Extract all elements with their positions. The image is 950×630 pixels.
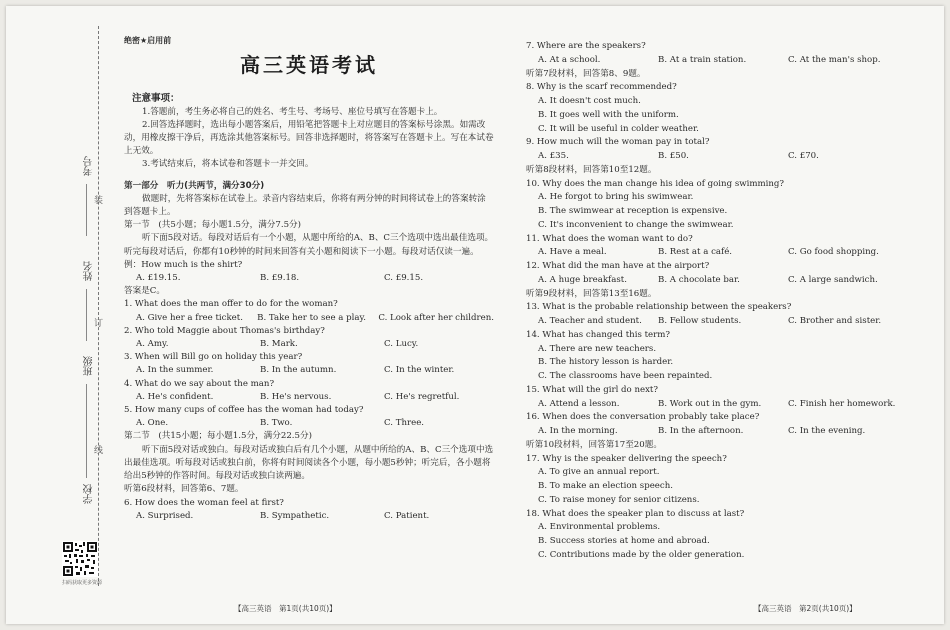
option-b: B. Take her to see a play. (257, 312, 366, 323)
question-6 (124, 497, 494, 523)
exam-sheet (6, 6, 944, 624)
question-9 (526, 136, 926, 164)
page-footer-right: 【高三英语 第2页(共10页)】 (754, 604, 857, 613)
option-b: B. £50. (658, 151, 689, 161)
question-11 (526, 233, 926, 261)
question-1 (124, 298, 494, 324)
option-c: C. Go food shopping. (788, 247, 879, 258)
option-b: B. Mark. (260, 339, 298, 350)
option-b: B. £9.18. (260, 273, 300, 284)
qr-caption: 扫码获取更多资源 (61, 580, 102, 586)
option-b: B. Work out in the gym. (658, 398, 762, 409)
field-line (86, 426, 87, 478)
material-instruction: 听第8段材料，回答第10至12题。 (526, 164, 657, 175)
question-4 (124, 378, 494, 404)
question-text: 3. When will Bill go on holiday this year? (124, 352, 303, 363)
question-2 (124, 325, 494, 351)
question-text: 1. What does the man offer to do for the woman? (124, 299, 338, 310)
question-options (526, 315, 926, 329)
option-b: B. The swimwear at reception is expensive. (538, 206, 728, 216)
option-c: C. £9.15. (384, 273, 424, 284)
question-13 (526, 301, 926, 329)
label-exam-number: 考号 (84, 156, 95, 176)
option-c: C. The classrooms have been repainted. (538, 371, 713, 381)
left-column (124, 34, 494, 523)
question-options (526, 54, 926, 68)
option-a: A. A huge breakfast. (538, 274, 627, 285)
question-options (526, 425, 926, 439)
option-b: B. A chocolate bar. (658, 274, 740, 285)
page-title: 高三英语考试 (240, 53, 378, 78)
question-5 (124, 404, 494, 430)
binding-margin (6, 6, 116, 624)
example-question: 例：How much is the shirt? (124, 259, 243, 270)
option-c: C. £70. (788, 151, 819, 161)
question-text: 15. What will the girl do next? (526, 384, 658, 395)
option-a: A. He forgot to bring his swimwear. (538, 192, 694, 203)
part1-intro: 做题时，先将答案标在试卷上。录音内容结束后，你将有两分钟的时间将试卷上的答案转涂到答题卡上。 (124, 193, 486, 218)
question-8 (526, 81, 926, 136)
label-class: 班级 (84, 356, 95, 376)
option-a: A. Attend a lesson. (538, 398, 620, 409)
question-12 (526, 260, 926, 288)
question-options (124, 417, 494, 430)
option-c: C. Brother and sister. (788, 316, 882, 326)
option-b: B. To make an election speech. (538, 481, 673, 491)
notice-item: 1.答题前，考生务必将自己的姓名、考生号、考场号、座位号填写在答题卡上。 (142, 106, 443, 117)
question-text: 8. Why is the scarf recommended? (526, 82, 677, 93)
question-text: 11. What does the woman want to do? (526, 233, 693, 244)
question-16 (526, 411, 926, 439)
material-instruction: 听第10段材料，回答第17至20题。 (526, 439, 662, 450)
option-a: A. Teacher and student. (538, 316, 642, 326)
option-a: A. To give an annual report. (538, 467, 660, 478)
option-b: B. The history lesson is harder. (538, 357, 674, 368)
option-c: C. Three. (384, 418, 425, 429)
question-text: 14. What has changed this term? (526, 329, 670, 340)
qr-code-icon (62, 541, 98, 577)
question-text: 7. Where are the speakers? (526, 41, 646, 51)
option-c: C. Contributions made by the older generation. (538, 549, 745, 560)
option-c: C. It will be useful in colder weather. (538, 123, 699, 134)
binding-mark: 线 (94, 446, 104, 456)
example-options (124, 272, 494, 285)
option-a: A. Give her a free ticket. (136, 312, 243, 323)
option-a: A. In the morning. (538, 426, 618, 436)
option-c: C. Look after her children. (378, 312, 494, 323)
option-c: C. Finish her homework. (788, 398, 896, 409)
question-text: 12. What did the man have at the airport? (526, 261, 710, 271)
option-c: C. In the winter. (384, 365, 455, 376)
question-15 (526, 384, 926, 412)
field-line (86, 184, 87, 236)
option-b: B. It goes well with the uniform. (538, 109, 679, 120)
option-a: A. £19.15. (136, 273, 181, 284)
option-c: C. At the man's shop. (788, 54, 881, 65)
question-10 (526, 178, 926, 233)
question-options (124, 364, 494, 377)
binding-mark: 装 (94, 196, 104, 206)
question-options (124, 391, 494, 404)
question-14 (526, 329, 926, 384)
section1-intro: 听下面5段对话。每段对话后有一个小题，从题中所给的A、B、C三个选项中选出最佳选项。听完每段对话后，你都有10秒钟的时间来回答有关小题和阅读下一小题。每段对话仅读一遍。 (124, 233, 494, 257)
option-a: A. He's confident. (136, 391, 214, 402)
option-c: C. In the evening. (788, 426, 866, 436)
field-line (86, 289, 87, 341)
option-b: B. In the autumn. (260, 365, 337, 376)
question-options (526, 274, 926, 288)
question-text: 2. Who told Maggie about Thomas's birthday? (124, 325, 325, 336)
question-options (526, 246, 926, 260)
question-options (526, 398, 926, 412)
option-b: B. Fellow students. (658, 316, 742, 326)
question-7 (526, 40, 926, 68)
question-text: 13. What is the probable relationship between the speakers? (526, 302, 792, 313)
notice-heading: 注意事项： (132, 93, 180, 105)
label-name: 姓名 (84, 261, 95, 281)
option-a: A. One. (136, 418, 169, 429)
binding-mark: 订 (94, 319, 104, 329)
example-answer: 答案是C。 (124, 286, 165, 297)
option-c: C. A large sandwich. (788, 274, 878, 285)
option-a: A. In the summer. (136, 365, 214, 376)
option-a: A. There are new teachers. (538, 343, 657, 354)
label-school: 学校 (84, 484, 95, 504)
question-text: 4. What do we say about the man? (124, 378, 275, 389)
option-c: C. Patient. (384, 510, 430, 521)
confidential-tag: 绝密★启用前 (124, 36, 172, 45)
material-instruction: 听第7段材料，回答第8、9题。 (526, 68, 646, 79)
question-text: 18. What does the speaker plan to discuss at last? (526, 508, 745, 519)
material-instruction: 听第6段材料，回答第6、7题。 (124, 484, 244, 495)
option-b: B. Two. (260, 418, 293, 429)
cut-line (98, 26, 99, 586)
option-c: C. It's inconvenient to change the swimwear. (538, 219, 734, 230)
right-column (526, 40, 926, 563)
option-b: B. Sympathetic. (260, 510, 330, 521)
option-a: A. £35. (538, 151, 569, 161)
section1-heading: 第一节 (共5小题；每小题1.5分，满分7.5分) (124, 220, 302, 231)
option-a: A. Have a meal. (538, 247, 607, 258)
notice-item: 2.回答选择题时，选出每小题答案后，用铅笔把答题卡上对应题目的答案标号涂黑。如需改动，用橡皮擦干净后，再选涂其他答案标号。回答非选择题时，将答案写在答题卡上。写在本试卷上无效。 (124, 119, 494, 157)
question-text: 17. Why is the speaker delivering the speech? (526, 453, 727, 464)
section2-intro: 听下面5段对话或独白。每段对话或独白后有几个小题，从题中所给的A、B、C三个选项中选出最佳选项。听每段对话或独白前，你将有时间阅读各个小题，每小题5秒钟；听完后，各小题将给出5秒钟的作答时间。每段对话或独白读两遍。 (124, 444, 494, 482)
option-c: C. To raise money for senior citizens. (538, 494, 700, 505)
page-footer-left: 【高三英语 第1页(共10页)】 (234, 604, 337, 613)
option-a: A. Surprised. (136, 510, 194, 521)
option-a: A. Environmental problems. (538, 522, 661, 533)
question-options (526, 150, 926, 164)
question-text: 5. How many cups of coffee has the woman had today? (124, 405, 364, 416)
question-options (124, 338, 494, 351)
option-c: C. He's regretful. (384, 391, 460, 402)
question-17 (526, 453, 926, 508)
section2-heading: 第二节 (共15小题；每小题1.5分，满分22.5分) (124, 431, 312, 442)
option-a: A. At a school. (538, 54, 601, 65)
option-b: B. He's nervous. (260, 391, 332, 402)
question-text: 16. When does the conversation probably take place? (526, 412, 760, 423)
option-a: A. It doesn't cost much. (538, 96, 641, 106)
option-b: B. Rest at a café. (658, 247, 733, 258)
question-text: 6. How does the woman feel at first? (124, 497, 284, 508)
question-options (124, 510, 494, 523)
question-18 (526, 508, 926, 563)
option-b: B. Success stories at home and abroad. (538, 536, 710, 546)
option-a: A. Amy. (136, 339, 169, 350)
material-instruction: 听第9段材料，回答第13至16题。 (526, 288, 657, 299)
question-3 (124, 351, 494, 377)
question-options (124, 312, 494, 325)
notice-item: 3.考试结束后，将本试卷和答题卡一并交回。 (142, 159, 314, 170)
option-b: B. At a train station. (658, 54, 747, 65)
question-text: 10. Why does the man change his idea of going swimming? (526, 178, 785, 189)
option-b: B. In the afternoon. (658, 426, 744, 436)
option-c: C. Lucy. (384, 339, 419, 350)
part1-heading: 第一部分 听力(共两节，满分30分) (124, 180, 265, 191)
question-text: 9. How much will the woman pay in total? (526, 137, 710, 148)
